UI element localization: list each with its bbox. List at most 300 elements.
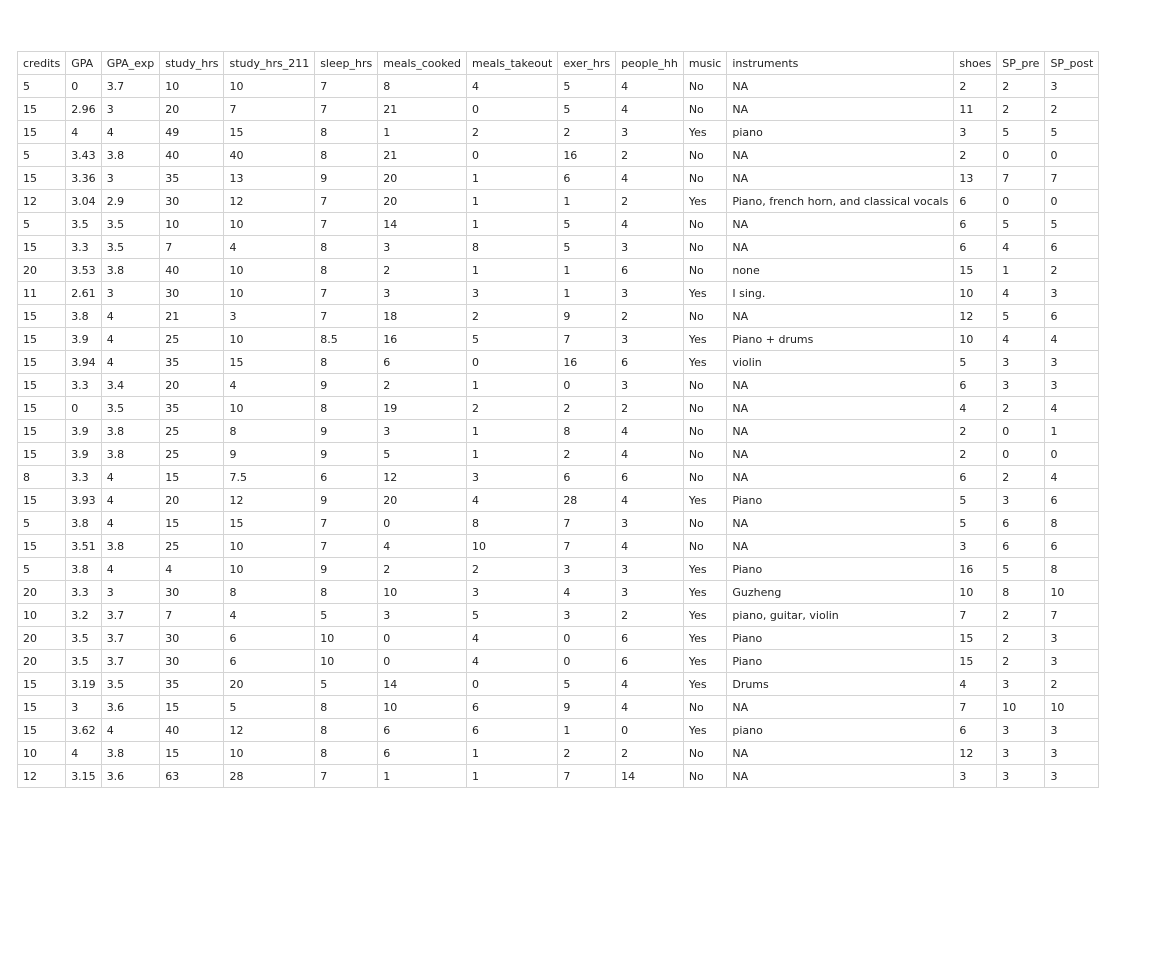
- cell-sleep-hrs: 5: [315, 604, 378, 627]
- cell-meals-cooked: 3: [378, 236, 467, 259]
- cell-gpa: 3.9: [66, 328, 102, 351]
- cell-gpa-exp: 3.5: [101, 397, 160, 420]
- cell-gpa: 4: [66, 742, 102, 765]
- cell-music: No: [683, 696, 727, 719]
- cell-gpa-exp: 3.6: [101, 765, 160, 788]
- cell-instruments: piano: [727, 121, 954, 144]
- cell-sp-pre: 3: [997, 719, 1045, 742]
- cell-people-hh: 3: [616, 236, 684, 259]
- cell-sp-post: 6: [1045, 535, 1099, 558]
- cell-instruments: NA: [727, 213, 954, 236]
- cell-music: Yes: [683, 282, 727, 305]
- cell-meals-cooked: 10: [378, 696, 467, 719]
- cell-study-hrs-211: 6: [224, 650, 315, 673]
- cell-meals-takeout: 10: [466, 535, 557, 558]
- cell-shoes: 6: [954, 374, 997, 397]
- cell-gpa-exp: 3.4: [101, 374, 160, 397]
- cell-meals-takeout: 1: [466, 259, 557, 282]
- cell-study-hrs: 35: [160, 397, 224, 420]
- cell-sp-post: 3: [1045, 742, 1099, 765]
- cell-meals-cooked: 3: [378, 604, 467, 627]
- cell-gpa: 3.9: [66, 420, 102, 443]
- cell-music: No: [683, 397, 727, 420]
- table-row: [18, 236, 1099, 259]
- cell-exer-hrs: 0: [558, 374, 616, 397]
- cell-meals-takeout: 3: [466, 282, 557, 305]
- cell-gpa: 3.04: [66, 190, 102, 213]
- cell-gpa-exp: 3.7: [101, 604, 160, 627]
- cell-sp-post: 2: [1045, 673, 1099, 696]
- cell-study-hrs: 20: [160, 98, 224, 121]
- cell-instruments: Piano: [727, 650, 954, 673]
- cell-people-hh: 4: [616, 489, 684, 512]
- cell-shoes: 6: [954, 190, 997, 213]
- cell-shoes: 6: [954, 719, 997, 742]
- cell-credits: 12: [18, 190, 66, 213]
- cell-music: Yes: [683, 190, 727, 213]
- cell-study-hrs: 21: [160, 305, 224, 328]
- cell-study-hrs: 7: [160, 236, 224, 259]
- cell-sleep-hrs: 10: [315, 627, 378, 650]
- cell-meals-takeout: 1: [466, 374, 557, 397]
- cell-exer-hrs: 5: [558, 213, 616, 236]
- cell-study-hrs-211: 20: [224, 673, 315, 696]
- cell-sp-post: 0: [1045, 190, 1099, 213]
- cell-study-hrs-211: 10: [224, 259, 315, 282]
- cell-exer-hrs: 9: [558, 696, 616, 719]
- table-body: [18, 75, 1099, 788]
- cell-study-hrs: 49: [160, 121, 224, 144]
- cell-study-hrs-211: 8: [224, 581, 315, 604]
- cell-shoes: 4: [954, 673, 997, 696]
- cell-study-hrs-211: 10: [224, 535, 315, 558]
- cell-music: No: [683, 765, 727, 788]
- cell-study-hrs: 35: [160, 167, 224, 190]
- cell-exer-hrs: 16: [558, 144, 616, 167]
- cell-instruments: NA: [727, 443, 954, 466]
- column-header-music: music: [683, 52, 727, 75]
- cell-shoes: 15: [954, 627, 997, 650]
- cell-people-hh: 6: [616, 627, 684, 650]
- cell-gpa-exp: 4: [101, 489, 160, 512]
- cell-meals-takeout: 6: [466, 696, 557, 719]
- cell-study-hrs: 15: [160, 466, 224, 489]
- column-header-gpa-exp: GPA_exp: [101, 52, 160, 75]
- cell-sleep-hrs: 6: [315, 466, 378, 489]
- cell-instruments: NA: [727, 420, 954, 443]
- cell-instruments: NA: [727, 512, 954, 535]
- cell-credits: 15: [18, 673, 66, 696]
- table-row: [18, 190, 1099, 213]
- cell-credits: 15: [18, 489, 66, 512]
- cell-people-hh: 6: [616, 650, 684, 673]
- cell-music: Yes: [683, 121, 727, 144]
- cell-study-hrs: 40: [160, 719, 224, 742]
- cell-meals-takeout: 1: [466, 443, 557, 466]
- cell-music: Yes: [683, 627, 727, 650]
- cell-meals-cooked: 10: [378, 581, 467, 604]
- cell-study-hrs: 20: [160, 489, 224, 512]
- cell-exer-hrs: 1: [558, 282, 616, 305]
- cell-people-hh: 4: [616, 673, 684, 696]
- cell-instruments: NA: [727, 696, 954, 719]
- table-row: [18, 75, 1099, 98]
- cell-study-hrs-211: 40: [224, 144, 315, 167]
- cell-credits: 20: [18, 627, 66, 650]
- cell-credits: 15: [18, 696, 66, 719]
- cell-gpa: 3.5: [66, 650, 102, 673]
- cell-meals-cooked: 0: [378, 512, 467, 535]
- cell-shoes: 5: [954, 489, 997, 512]
- cell-people-hh: 3: [616, 121, 684, 144]
- cell-sp-post: 3: [1045, 719, 1099, 742]
- cell-credits: 15: [18, 328, 66, 351]
- cell-sp-pre: 0: [997, 144, 1045, 167]
- cell-study-hrs: 10: [160, 75, 224, 98]
- cell-gpa: 3.2: [66, 604, 102, 627]
- cell-gpa-exp: 3.8: [101, 420, 160, 443]
- cell-meals-cooked: 12: [378, 466, 467, 489]
- cell-credits: 5: [18, 75, 66, 98]
- cell-gpa: 3: [66, 696, 102, 719]
- cell-gpa-exp: 4: [101, 351, 160, 374]
- cell-sp-post: 2: [1045, 259, 1099, 282]
- cell-gpa: 0: [66, 75, 102, 98]
- cell-music: Yes: [683, 581, 727, 604]
- cell-sp-pre: 2: [997, 98, 1045, 121]
- cell-shoes: 16: [954, 558, 997, 581]
- cell-people-hh: 0: [616, 719, 684, 742]
- cell-study-hrs: 35: [160, 673, 224, 696]
- cell-study-hrs: 7: [160, 604, 224, 627]
- cell-sp-post: 8: [1045, 512, 1099, 535]
- cell-credits: 5: [18, 144, 66, 167]
- cell-gpa-exp: 3.7: [101, 650, 160, 673]
- cell-credits: 20: [18, 259, 66, 282]
- column-header-study-hrs: study_hrs: [160, 52, 224, 75]
- cell-sleep-hrs: 7: [315, 75, 378, 98]
- data-table-container: [17, 51, 1099, 788]
- cell-sp-post: 4: [1045, 328, 1099, 351]
- cell-sp-post: 5: [1045, 213, 1099, 236]
- cell-meals-cooked: 3: [378, 420, 467, 443]
- cell-sleep-hrs: 9: [315, 420, 378, 443]
- cell-meals-cooked: 5: [378, 443, 467, 466]
- cell-credits: 12: [18, 765, 66, 788]
- cell-study-hrs-211: 12: [224, 489, 315, 512]
- cell-sp-pre: 2: [997, 627, 1045, 650]
- cell-sleep-hrs: 7: [315, 190, 378, 213]
- cell-study-hrs-211: 10: [224, 282, 315, 305]
- cell-credits: 15: [18, 351, 66, 374]
- cell-music: No: [683, 167, 727, 190]
- cell-meals-cooked: 1: [378, 765, 467, 788]
- cell-meals-takeout: 5: [466, 604, 557, 627]
- table-row: [18, 374, 1099, 397]
- cell-gpa-exp: 3: [101, 167, 160, 190]
- cell-shoes: 13: [954, 167, 997, 190]
- cell-meals-takeout: 6: [466, 719, 557, 742]
- cell-music: No: [683, 466, 727, 489]
- cell-sleep-hrs: 7: [315, 512, 378, 535]
- cell-sleep-hrs: 8: [315, 696, 378, 719]
- cell-gpa-exp: 4: [101, 512, 160, 535]
- table-row: [18, 466, 1099, 489]
- cell-study-hrs: 20: [160, 374, 224, 397]
- cell-music: No: [683, 259, 727, 282]
- cell-exer-hrs: 7: [558, 765, 616, 788]
- cell-music: No: [683, 98, 727, 121]
- cell-sp-pre: 8: [997, 581, 1045, 604]
- cell-meals-takeout: 0: [466, 98, 557, 121]
- cell-exer-hrs: 2: [558, 121, 616, 144]
- table-row: [18, 259, 1099, 282]
- column-header-people-hh: people_hh: [616, 52, 684, 75]
- cell-study-hrs-211: 10: [224, 397, 315, 420]
- cell-sp-post: 10: [1045, 581, 1099, 604]
- cell-exer-hrs: 0: [558, 627, 616, 650]
- cell-people-hh: 3: [616, 558, 684, 581]
- cell-study-hrs: 25: [160, 535, 224, 558]
- cell-study-hrs-211: 6: [224, 627, 315, 650]
- table-row: [18, 604, 1099, 627]
- cell-gpa: 3.5: [66, 213, 102, 236]
- cell-credits: 5: [18, 558, 66, 581]
- cell-sp-pre: 2: [997, 466, 1045, 489]
- cell-exer-hrs: 2: [558, 443, 616, 466]
- cell-gpa: 3.3: [66, 236, 102, 259]
- cell-meals-takeout: 1: [466, 167, 557, 190]
- cell-meals-takeout: 4: [466, 650, 557, 673]
- cell-gpa: 3.94: [66, 351, 102, 374]
- cell-shoes: 2: [954, 420, 997, 443]
- cell-gpa: 3.8: [66, 512, 102, 535]
- cell-gpa-exp: 3.8: [101, 259, 160, 282]
- cell-music: Yes: [683, 673, 727, 696]
- cell-sp-pre: 5: [997, 305, 1045, 328]
- cell-sleep-hrs: 8: [315, 259, 378, 282]
- table-row: [18, 213, 1099, 236]
- cell-instruments: Piano: [727, 558, 954, 581]
- table-row: [18, 443, 1099, 466]
- cell-instruments: Piano + drums: [727, 328, 954, 351]
- table-row: [18, 420, 1099, 443]
- cell-sp-pre: 0: [997, 443, 1045, 466]
- cell-people-hh: 2: [616, 305, 684, 328]
- cell-gpa-exp: 3.8: [101, 443, 160, 466]
- cell-music: Yes: [683, 558, 727, 581]
- cell-meals-takeout: 1: [466, 765, 557, 788]
- cell-exer-hrs: 4: [558, 581, 616, 604]
- cell-sleep-hrs: 8: [315, 351, 378, 374]
- cell-sp-post: 3: [1045, 765, 1099, 788]
- column-header-meals-cooked: meals_cooked: [378, 52, 467, 75]
- cell-meals-takeout: 4: [466, 75, 557, 98]
- cell-gpa-exp: 3: [101, 282, 160, 305]
- cell-gpa: 3.15: [66, 765, 102, 788]
- cell-study-hrs-211: 15: [224, 121, 315, 144]
- cell-sleep-hrs: 7: [315, 213, 378, 236]
- cell-people-hh: 6: [616, 466, 684, 489]
- cell-shoes: 12: [954, 305, 997, 328]
- cell-instruments: NA: [727, 305, 954, 328]
- cell-sp-pre: 5: [997, 558, 1045, 581]
- cell-shoes: 10: [954, 581, 997, 604]
- cell-sp-pre: 5: [997, 121, 1045, 144]
- table-row: [18, 650, 1099, 673]
- cell-study-hrs-211: 5: [224, 696, 315, 719]
- table-row: [18, 351, 1099, 374]
- cell-sp-post: 3: [1045, 351, 1099, 374]
- cell-credits: 20: [18, 581, 66, 604]
- table-row: [18, 535, 1099, 558]
- column-header-sleep-hrs: sleep_hrs: [315, 52, 378, 75]
- cell-music: Yes: [683, 328, 727, 351]
- cell-study-hrs: 30: [160, 627, 224, 650]
- cell-study-hrs: 15: [160, 696, 224, 719]
- cell-sp-pre: 4: [997, 236, 1045, 259]
- cell-people-hh: 14: [616, 765, 684, 788]
- cell-gpa-exp: 4: [101, 305, 160, 328]
- cell-gpa-exp: 3.5: [101, 673, 160, 696]
- cell-study-hrs: 30: [160, 190, 224, 213]
- cell-sp-post: 6: [1045, 236, 1099, 259]
- cell-exer-hrs: 0: [558, 650, 616, 673]
- cell-meals-takeout: 8: [466, 236, 557, 259]
- cell-sp-post: 0: [1045, 443, 1099, 466]
- cell-people-hh: 4: [616, 167, 684, 190]
- cell-meals-takeout: 2: [466, 397, 557, 420]
- cell-sp-pre: 2: [997, 604, 1045, 627]
- table-row: [18, 328, 1099, 351]
- cell-shoes: 2: [954, 443, 997, 466]
- cell-sp-pre: 2: [997, 397, 1045, 420]
- cell-meals-takeout: 1: [466, 190, 557, 213]
- cell-credits: 10: [18, 742, 66, 765]
- table-row: [18, 742, 1099, 765]
- cell-meals-cooked: 18: [378, 305, 467, 328]
- table-row: [18, 581, 1099, 604]
- cell-people-hh: 3: [616, 512, 684, 535]
- cell-shoes: 3: [954, 121, 997, 144]
- cell-exer-hrs: 2: [558, 397, 616, 420]
- cell-exer-hrs: 16: [558, 351, 616, 374]
- cell-study-hrs-211: 12: [224, 719, 315, 742]
- cell-credits: 15: [18, 535, 66, 558]
- cell-shoes: 15: [954, 650, 997, 673]
- cell-shoes: 11: [954, 98, 997, 121]
- cell-credits: 15: [18, 236, 66, 259]
- cell-meals-cooked: 2: [378, 558, 467, 581]
- table-row: [18, 397, 1099, 420]
- cell-meals-cooked: 20: [378, 190, 467, 213]
- cell-study-hrs: 25: [160, 328, 224, 351]
- cell-sp-post: 4: [1045, 466, 1099, 489]
- table-row: [18, 144, 1099, 167]
- table-row: [18, 167, 1099, 190]
- cell-sleep-hrs: 8: [315, 581, 378, 604]
- cell-gpa: 3.9: [66, 443, 102, 466]
- table-row: [18, 282, 1099, 305]
- cell-music: No: [683, 144, 727, 167]
- cell-people-hh: 3: [616, 581, 684, 604]
- cell-music: No: [683, 236, 727, 259]
- cell-study-hrs: 15: [160, 512, 224, 535]
- cell-credits: 15: [18, 98, 66, 121]
- cell-credits: 15: [18, 719, 66, 742]
- cell-gpa: 3.51: [66, 535, 102, 558]
- column-header-study-hrs-211: study_hrs_211: [224, 52, 315, 75]
- cell-sp-post: 3: [1045, 374, 1099, 397]
- cell-credits: 15: [18, 167, 66, 190]
- cell-sp-post: 0: [1045, 144, 1099, 167]
- cell-gpa: 2.61: [66, 282, 102, 305]
- cell-people-hh: 2: [616, 397, 684, 420]
- cell-exer-hrs: 6: [558, 466, 616, 489]
- cell-meals-takeout: 3: [466, 466, 557, 489]
- cell-study-hrs: 25: [160, 443, 224, 466]
- cell-shoes: 5: [954, 512, 997, 535]
- cell-study-hrs: 40: [160, 259, 224, 282]
- cell-gpa-exp: 3.8: [101, 144, 160, 167]
- table-row: [18, 121, 1099, 144]
- cell-credits: 15: [18, 397, 66, 420]
- cell-meals-cooked: 2: [378, 374, 467, 397]
- cell-credits: 8: [18, 466, 66, 489]
- cell-exer-hrs: 5: [558, 236, 616, 259]
- cell-people-hh: 2: [616, 604, 684, 627]
- cell-instruments: I sing.: [727, 282, 954, 305]
- cell-study-hrs: 40: [160, 144, 224, 167]
- cell-gpa: 3.93: [66, 489, 102, 512]
- cell-credits: 11: [18, 282, 66, 305]
- cell-shoes: 7: [954, 696, 997, 719]
- cell-shoes: 5: [954, 351, 997, 374]
- cell-gpa-exp: 3.8: [101, 742, 160, 765]
- cell-people-hh: 4: [616, 420, 684, 443]
- cell-instruments: piano, guitar, violin: [727, 604, 954, 627]
- cell-sp-post: 5: [1045, 121, 1099, 144]
- cell-sp-post: 2: [1045, 98, 1099, 121]
- cell-gpa-exp: 4: [101, 466, 160, 489]
- cell-sp-pre: 2: [997, 75, 1045, 98]
- header-row: [18, 52, 1099, 75]
- cell-people-hh: 3: [616, 328, 684, 351]
- cell-sp-post: 7: [1045, 604, 1099, 627]
- cell-meals-takeout: 0: [466, 144, 557, 167]
- cell-study-hrs-211: 10: [224, 558, 315, 581]
- cell-music: No: [683, 512, 727, 535]
- cell-music: Yes: [683, 351, 727, 374]
- cell-sp-post: 6: [1045, 305, 1099, 328]
- cell-sp-pre: 7: [997, 167, 1045, 190]
- cell-credits: 15: [18, 443, 66, 466]
- cell-shoes: 10: [954, 282, 997, 305]
- cell-gpa-exp: 3: [101, 581, 160, 604]
- cell-sp-pre: 4: [997, 282, 1045, 305]
- column-header-exer-hrs: exer_hrs: [558, 52, 616, 75]
- cell-meals-cooked: 20: [378, 489, 467, 512]
- cell-gpa-exp: 3.6: [101, 696, 160, 719]
- cell-instruments: violin: [727, 351, 954, 374]
- cell-people-hh: 4: [616, 98, 684, 121]
- cell-study-hrs-211: 8: [224, 420, 315, 443]
- cell-shoes: 12: [954, 742, 997, 765]
- table-row: [18, 765, 1099, 788]
- cell-study-hrs-211: 10: [224, 213, 315, 236]
- cell-sp-post: 3: [1045, 75, 1099, 98]
- cell-instruments: Piano, french horn, and classical vocals: [727, 190, 954, 213]
